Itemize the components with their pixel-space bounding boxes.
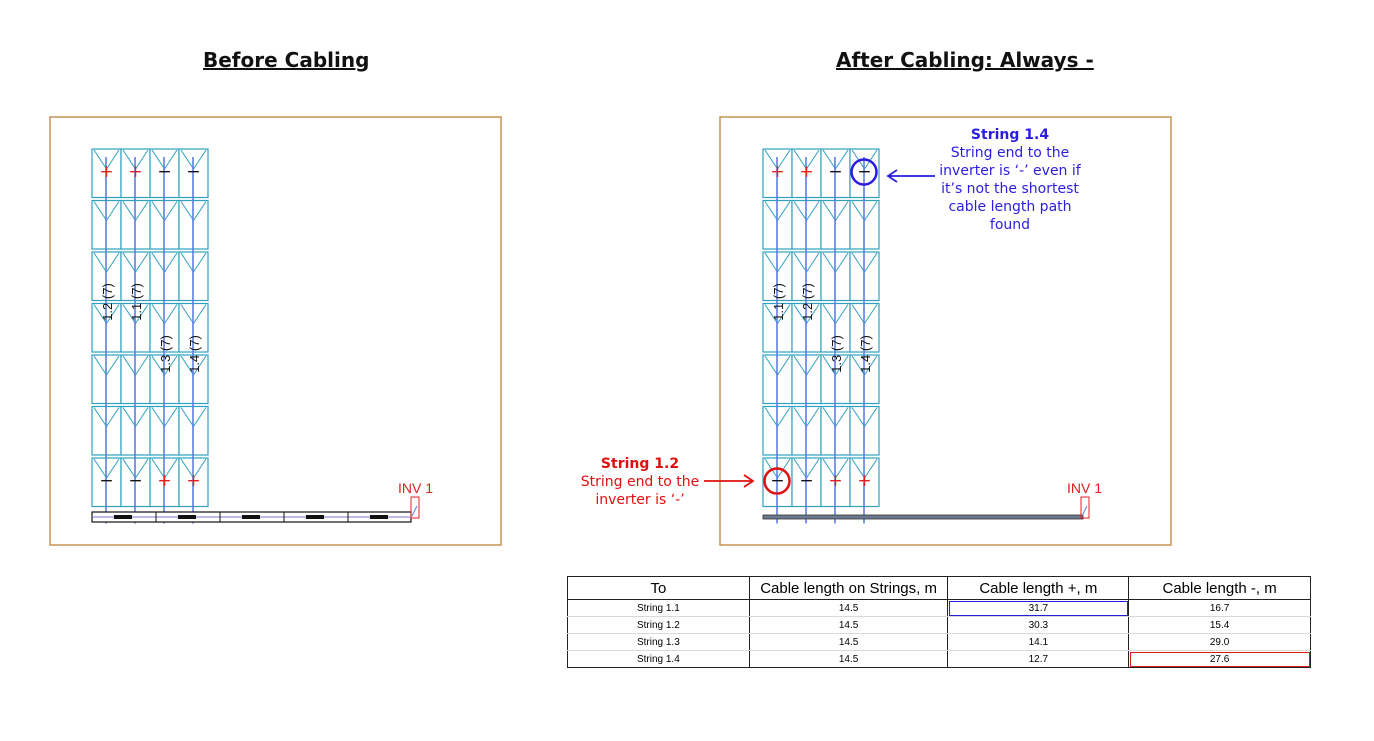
after-string-label: 1.2 (7): [800, 283, 815, 321]
before-string-label: 1.4 (7): [187, 335, 202, 373]
string-1-4-annotation: [925, 126, 1095, 234]
string-1-2-annotation-line: String end to the: [580, 474, 700, 490]
after-string-label: 1.4 (7): [858, 335, 873, 373]
table-cell: 14.5: [749, 617, 948, 634]
table-cell: 12.7: [948, 651, 1129, 668]
after-polarity-top: −: [857, 162, 872, 182]
table-cell: 14.5: [749, 634, 948, 651]
after-polarity-top: −: [828, 162, 843, 182]
after-polarity-bottom: −: [799, 471, 814, 491]
before-tray-segment: [178, 515, 196, 519]
after-polarity-bottom: −: [770, 471, 785, 491]
after-panel-array: [763, 149, 879, 507]
string-1-4-annotation-line: inverter is ‘-’ even if: [939, 163, 1081, 179]
table-cell: 14.5: [749, 651, 948, 668]
table-cell: String 1.4: [568, 651, 750, 668]
after-polarity-top: +: [799, 162, 814, 182]
table-row: [568, 600, 1311, 617]
table-cell: 14.5: [749, 600, 948, 617]
after-polarity-bottom: +: [857, 471, 872, 491]
after-inverter-lead: [1082, 506, 1087, 516]
table-cell: 15.4: [1129, 617, 1311, 634]
table-row: [568, 617, 1311, 634]
after-inverter-label: INV 1: [1067, 480, 1103, 496]
before-polarity-bottom: −: [99, 471, 114, 491]
after-cable-tray: [763, 515, 1083, 519]
string-1-2-annotation-line: inverter is ‘-’: [595, 492, 685, 508]
column-header: Cable length +, m: [948, 577, 1129, 600]
table-cell: 16.7: [1129, 600, 1311, 617]
before-tray-segment: [370, 515, 388, 519]
table-row: [568, 651, 1311, 668]
column-header: Cable length on Strings, m: [749, 577, 948, 600]
before-string-label: 1.2 (7): [100, 283, 115, 321]
string-1-4-annotation-line: String end to the: [950, 145, 1070, 161]
before-string-label: 1.1 (7): [129, 283, 144, 321]
table-cell: 30.3: [948, 617, 1129, 634]
after-polarity-bottom: +: [828, 471, 843, 491]
table-cell: String 1.1: [568, 600, 750, 617]
string-1-4-annotation-line: it’s not the shortest: [941, 181, 1079, 197]
cable-length-table: [567, 576, 1311, 668]
before-cabling-heading: Before Cabling: [203, 48, 370, 72]
after-polarity-top: +: [770, 162, 785, 182]
column-header: Cable length -, m: [1129, 577, 1311, 600]
before-polarity-top: −: [157, 162, 172, 182]
before-panel-array: [92, 149, 208, 507]
string-1-4-annotation-line: found: [989, 217, 1031, 233]
after-string-label: 1.3 (7): [829, 335, 844, 373]
table-cell-highlighted: 31.7: [948, 600, 1129, 617]
before-polarity-bottom: −: [128, 471, 143, 491]
string-1-2-annotation: [570, 455, 710, 509]
before-polarity-top: +: [128, 162, 143, 182]
table-cell: String 1.3: [568, 634, 750, 651]
before-tray-segment: [242, 515, 260, 519]
before-polarity-top: +: [99, 162, 114, 182]
before-inverter-lead: [412, 506, 417, 516]
table-cell: String 1.2: [568, 617, 750, 634]
after-cabling-heading: After Cabling: Always -: [836, 48, 1094, 72]
table-header-row: [568, 577, 1311, 600]
table-row: [568, 634, 1311, 651]
before-inverter-label: INV 1: [398, 480, 434, 496]
column-header: To: [568, 577, 750, 600]
table-cell: 29.0: [1129, 634, 1311, 651]
before-tray-segment: [114, 515, 132, 519]
string-1-4-annotation-title: String 1.4: [970, 127, 1050, 143]
after-string-label: 1.1 (7): [771, 283, 786, 321]
before-tray-segment: [306, 515, 324, 519]
before-polarity-top: −: [186, 162, 201, 182]
table-cell-highlighted: 27.6: [1129, 651, 1311, 668]
before-polarity-bottom: +: [157, 471, 172, 491]
string-1-4-annotation-line: cable length path: [948, 199, 1072, 215]
before-polarity-bottom: +: [186, 471, 201, 491]
string-1-2-annotation-title: String 1.2: [600, 456, 680, 472]
table-cell: 14.1: [948, 634, 1129, 651]
before-string-label: 1.3 (7): [158, 335, 173, 373]
